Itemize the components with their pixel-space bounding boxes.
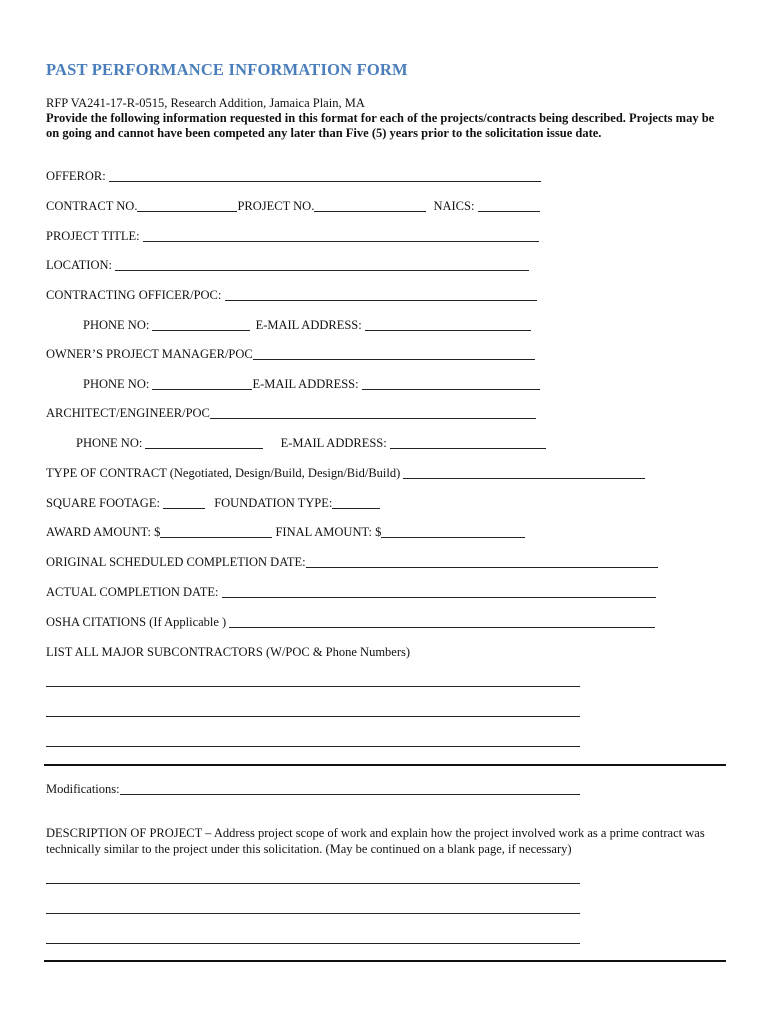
opm-phone-label: PHONE NO: (83, 377, 150, 391)
contracting-officer-field[interactable] (225, 288, 537, 301)
modifications-row (46, 781, 580, 797)
description-line-field-1[interactable] (46, 883, 580, 884)
project-title-row (46, 228, 539, 244)
actual-completion-label: ACTUAL COMPLETION DATE: (46, 585, 219, 599)
naics-label: NAICS: (433, 199, 475, 213)
contract-no-label: CONTRACT NO. (46, 199, 138, 213)
architect-row (46, 405, 536, 421)
co-phone-field[interactable] (152, 318, 250, 331)
type-of-contract-label: TYPE OF CONTRACT (Negotiated, Design/Build, Design/Bid/Build) (46, 466, 401, 480)
ae-phone-label: PHONE NO: (76, 436, 143, 450)
actual-completion-row (46, 584, 656, 600)
co-email-label: E-MAIL ADDRESS: (255, 318, 362, 332)
contracting-officer-row (46, 287, 537, 303)
type-of-contract-row (46, 465, 645, 481)
modifications-field[interactable] (120, 782, 580, 795)
section-divider-top (44, 764, 726, 766)
ae-email-field[interactable] (390, 436, 546, 449)
original-completion-label: ORIGINAL SCHEDULED COMPLETION DATE: (46, 555, 306, 569)
owners-pm-label: OWNER’S PROJECT MANAGER/POC (46, 347, 253, 361)
square-footage-label: SQUARE FOOTAGE: (46, 496, 160, 510)
offeror-field[interactable] (109, 169, 541, 182)
subcontractors-line-2[interactable] (46, 716, 580, 717)
subcontractors-line-1[interactable] (46, 686, 580, 687)
form-title: PAST PERFORMANCE INFORMATION FORM (46, 60, 408, 79)
foundation-type-label: FOUNDATION TYPE: (214, 496, 333, 510)
description-line-field-2[interactable] (46, 913, 580, 914)
ae-phone-field[interactable] (145, 436, 263, 449)
opm-contact-row (83, 376, 540, 392)
project-title-label: PROJECT TITLE: (46, 229, 140, 243)
original-completion-field[interactable] (306, 555, 658, 568)
original-completion-row (46, 554, 658, 570)
co-contact-row (83, 317, 531, 333)
location-label: LOCATION: (46, 258, 112, 272)
modifications-label: Modifications: (46, 782, 120, 796)
location-field[interactable] (115, 258, 529, 271)
square-footage-field[interactable] (163, 496, 205, 509)
offeror-row (46, 168, 541, 184)
actual-completion-field[interactable] (222, 585, 656, 598)
offeror-label: OFFEROR: (46, 169, 106, 183)
co-phone-label: PHONE NO: (83, 318, 150, 332)
type-of-contract-field[interactable] (403, 466, 645, 479)
project-no-label: PROJECT NO. (237, 199, 315, 213)
description-line-field-3[interactable] (46, 943, 580, 944)
ae-contact-row (76, 435, 546, 451)
amount-row (46, 524, 525, 540)
subcontractors-line-3[interactable] (46, 746, 580, 747)
co-email-field[interactable] (365, 318, 531, 331)
section-divider-bottom (44, 960, 726, 962)
instructions-line-2: on going and cannot have been competed any later than Five (5) years prior to the solicitation issue date. (46, 126, 602, 140)
contracting-officer-label: CONTRACTING OFFICER/POC: (46, 288, 222, 302)
rfp-reference: RFP VA241-17-R-0515, Research Addition, Jamaica Plain, MA (46, 96, 365, 110)
project-title-field[interactable] (143, 229, 539, 242)
opm-phone-field[interactable] (152, 377, 252, 390)
description-line-1: DESCRIPTION OF PROJECT – Address project scope of work and explain how the project involved work as a prime contract was (46, 826, 705, 840)
opm-email-field[interactable] (362, 377, 540, 390)
award-amount-label: AWARD AMOUNT: $ (46, 525, 161, 539)
architect-field[interactable] (210, 406, 536, 419)
instructions-line-1: Provide the following information requested in this format for each of the projects/contracts being described. Projects may be (46, 111, 715, 125)
osha-row (46, 614, 655, 630)
owners-pm-field[interactable] (253, 347, 535, 360)
architect-label: ARCHITECT/ENGINEER/POC (46, 406, 210, 420)
contract-no-field[interactable] (137, 199, 237, 212)
owners-pm-row (46, 346, 535, 362)
osha-field[interactable] (229, 615, 655, 628)
naics-field[interactable] (478, 199, 540, 212)
contract-row (46, 198, 540, 214)
award-amount-field[interactable] (160, 525, 272, 538)
description-line-2: technically similar to the project under this solicitation. (May be continued on a blank page, if necessary) (46, 842, 572, 856)
location-row (46, 257, 529, 273)
osha-label: OSHA CITATIONS (If Applicable ) (46, 615, 227, 629)
subcontractors-label: LIST ALL MAJOR SUBCONTRACTORS (W/POC & Phone Numbers) (46, 645, 411, 659)
final-amount-label: FINAL AMOUNT: $ (275, 525, 382, 539)
square-footage-row (46, 495, 380, 511)
final-amount-field[interactable] (381, 525, 525, 538)
foundation-type-field[interactable] (332, 496, 380, 509)
opm-email-label: E-MAIL ADDRESS: (252, 377, 359, 391)
ae-email-label: E-MAIL ADDRESS: (280, 436, 387, 450)
project-no-field[interactable] (314, 199, 426, 212)
